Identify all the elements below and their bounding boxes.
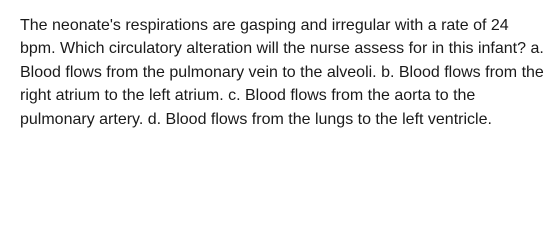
question-text: The neonate's respirations are gasping and irregular with a rate of 24 bpm. Which circulatory alteration will the nurse assess for in this infant? a. Blood flows from the pulmonary vein to the alveoli. b. Blood flows from the right atrium to the left atrium. c. Blood flows from the aorta to the pulmonary artery. d. Blood flows from the lungs to the left ventricle. <box>20 17 544 128</box>
